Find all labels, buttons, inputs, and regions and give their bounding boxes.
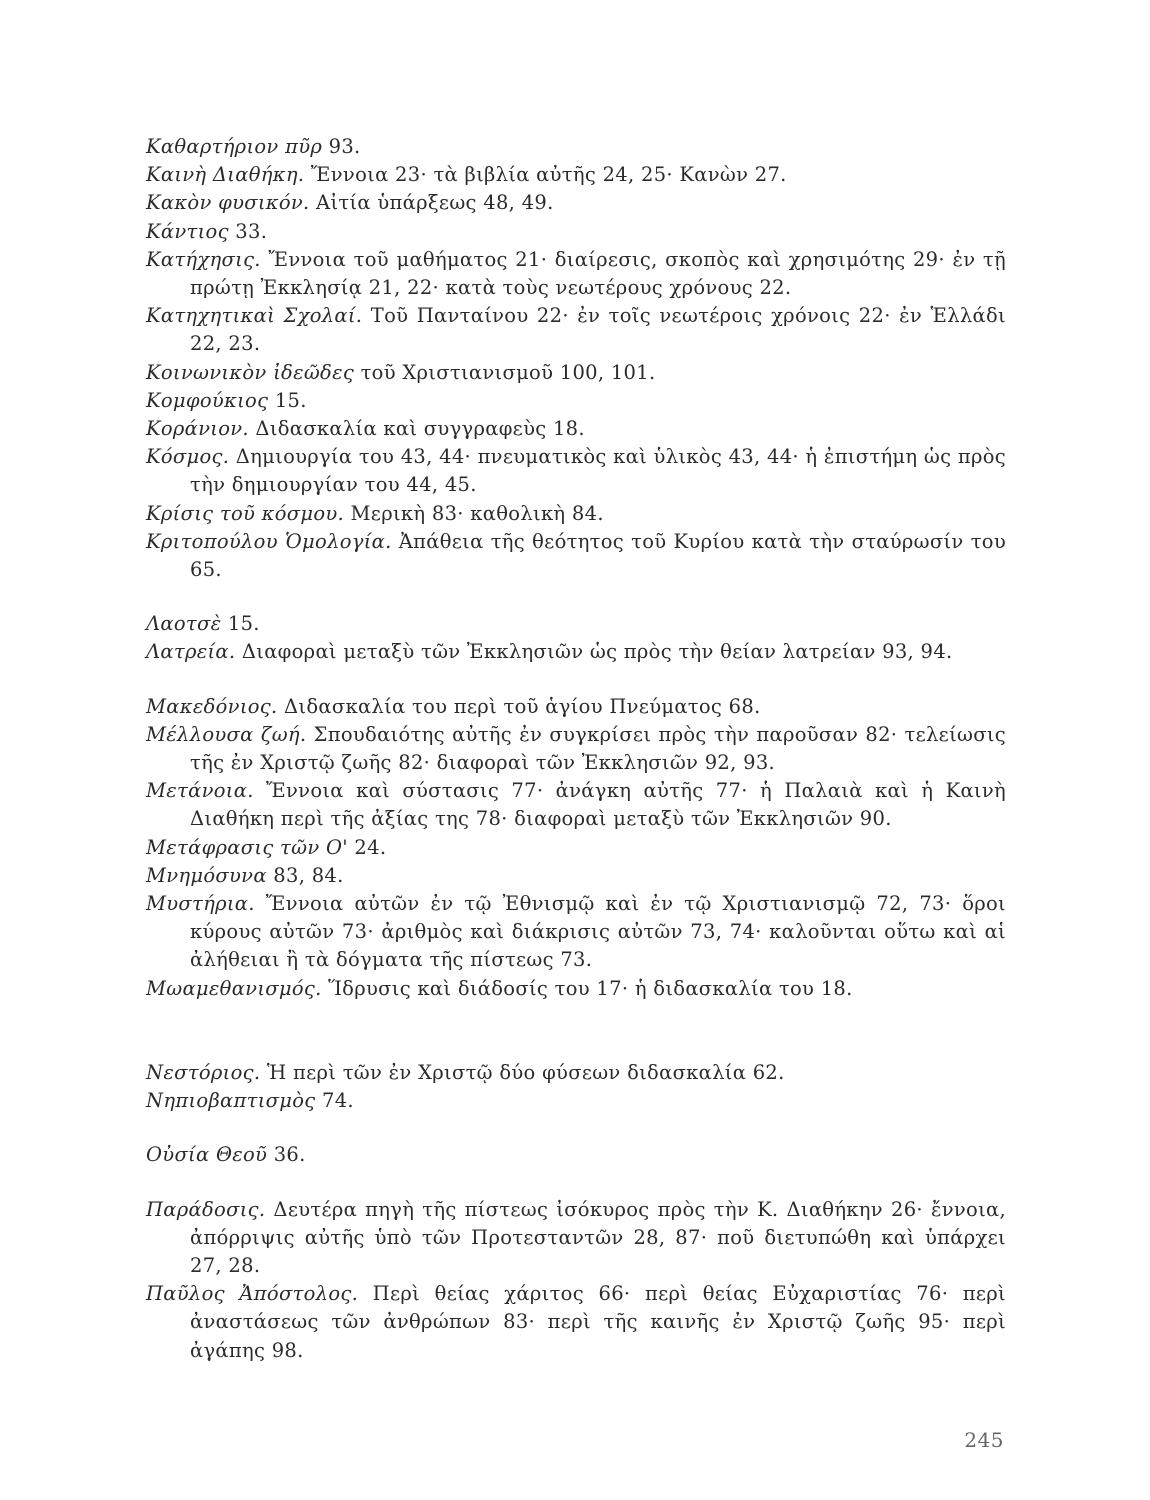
- index-entry: [146, 638, 1006, 666]
- index-entry: [146, 610, 1006, 638]
- index-entry: [146, 133, 1006, 161]
- index-references: τοῦ Χριστιανισμοῦ 100, 101.: [354, 360, 656, 384]
- letter-group-gap: [146, 667, 1006, 693]
- index-term: Μετάφρασις τῶν Ο': [146, 835, 348, 859]
- index-entry: [146, 1280, 1006, 1365]
- index-entry: [146, 1059, 1006, 1087]
- index-term: Παράδοσις.: [146, 1197, 266, 1221]
- index-entry: [146, 443, 1006, 499]
- index-references: Δημιουργία του 43, 44· πνευματικὸς καὶ ὑλικὸς 43, 44· ἡ ἐπιστήμη ὡς πρὸς τὴν δημιουργίαν του 44, 45.: [190, 445, 1006, 497]
- index-term: Κριτοπούλου Ὁμολογία.: [146, 529, 392, 553]
- index-references: Αἰτία ὑπάρξεως 48, 49.: [309, 191, 554, 215]
- index-term: Μωαμεθανισμός.: [146, 976, 322, 1000]
- index-references: Διαφοραὶ μεταξὺ τῶν Ἐκκλησιῶν ὡς πρὸς τὴν θείαν λατρείαν 93, 94.: [235, 640, 953, 664]
- index-entry: [146, 415, 1006, 443]
- index-entry: [146, 302, 1006, 358]
- index-references: 15.: [268, 388, 307, 412]
- index-term: Μακεδόνιος.: [146, 694, 278, 718]
- index-entry: [146, 189, 1006, 217]
- index-term: Παῦλος Ἀπόστολος.: [146, 1282, 359, 1306]
- index-term: Κακὸν φυσικόν.: [146, 191, 310, 215]
- index-term: Λατρεία.: [146, 640, 236, 664]
- index-entry: [146, 528, 1006, 584]
- index-entry: [146, 1141, 1006, 1169]
- index-references: Διδασκαλία καὶ συγγραφεὺς 18.: [248, 417, 585, 441]
- index-entry: [146, 834, 1006, 862]
- index-term: Μνημόσυνα: [146, 863, 267, 887]
- index-entry: [146, 721, 1006, 777]
- index-references: Ἡ περὶ τῶν ἐν Χριστῷ δύο φύσεων διδασκαλία 62.: [260, 1060, 785, 1084]
- letter-group-gap: [146, 1170, 1006, 1196]
- index-entry: [146, 359, 1006, 387]
- index-references: 15.: [221, 612, 260, 636]
- index-references: Διδασκαλία του περὶ τοῦ ἁγίου Πνεύματος 68.: [277, 694, 761, 718]
- index-references: Ἀπάθεια τῆς θεότητος τοῦ Κυρίου κατὰ τὴν σταύρωσίν του 65.: [190, 529, 1006, 582]
- index-references: Ἵδρυσις καὶ διάδοσίς του 17· ἡ διδασκαλία του 18.: [321, 976, 853, 1000]
- index-entry: [146, 161, 1006, 189]
- index-references: Περὶ θείας χάριτος 66· περὶ θείας Εὐχαριστίας 76· περὶ ἀναστάσεως τῶν ἀνθρώπων 83· περὶ τῆς καινῆς ἐν Χριστῷ ζωῆς 95· περὶ ἀγάπης 98.: [190, 1282, 1006, 1362]
- index-entry: [146, 1087, 1006, 1115]
- index-references: Δευτέρα πηγὴ τῆς πίστεως ἰσόκυρος πρὸς τὴν Κ. Διαθήκην 26· ἔννοια, ἀπόρριψις αὐτῆς ὑπὸ τῶν Προτεσταντῶν 28, 87· ποῦ διετυπώθη καὶ ὑπάρχει 27, 28.: [190, 1197, 1006, 1277]
- index-references: Σπουδαιότης αὐτῆς ἐν συγκρίσει πρὸς τὴν παροῦσαν 82· τελείωσις τῆς ἐν Χριστῷ ζωῆς 82· διαφοραὶ τῶν Ἐκκλησιῶν 92, 93.: [190, 722, 1007, 775]
- letter-group-gap: [146, 584, 1006, 610]
- index-references: Ἔννοια τοῦ μαθήματος 21· διαίρεσις, σκοπὸς καὶ χρησιμότης 29· ἐν τῇ πρώτῃ Ἐκκλησίᾳ 21, 22· κατὰ τοὺς νεωτέρους χρόνους 22.: [190, 247, 1006, 300]
- index-term: Κόσμος.: [146, 445, 230, 469]
- index-term: Μυστήρια.: [146, 892, 255, 916]
- index-term: Κοινωνικὸν ἰδεῶδες: [146, 360, 355, 384]
- letter-group-gap: [146, 1115, 1006, 1141]
- index-term: Καινὴ Διαθήκη.: [146, 163, 305, 187]
- index-references: Ἔννοια 23· τὰ βιβλία αὐτῆς 24, 25· Κανὼν 27.: [304, 163, 787, 187]
- index-entry: [146, 890, 1006, 975]
- index-entry: [146, 862, 1006, 890]
- index-term: Καθαρτήριον πῦρ: [146, 135, 323, 158]
- index-term: Κατηχητικαὶ Σχολαί.: [146, 304, 363, 328]
- index-term: Κάντιος: [146, 219, 229, 243]
- index-entry: [146, 975, 1006, 1003]
- index-references: Ἔννοια αὐτῶν ἐν τῷ Ἐθνισμῷ καὶ ἐν τῷ Χριστιανισμῷ 72, 73· ὅροι κύρους αὐτῶν 73· ἀριθμὸς καὶ διάκρισις αὐτῶν 73, 74· καλοῦνται οὕτω καὶ αἱ ἀλήθειαι ἢ τὰ δόγματα τῆς πίστεως 73.: [190, 892, 1006, 972]
- letter-group-gap: [146, 1003, 1006, 1059]
- index-references: Μερικὴ 83· καθολικὴ 84.: [344, 501, 604, 525]
- index-entry: [146, 777, 1006, 833]
- subject-index: [146, 133, 1006, 1365]
- index-term: Κατήχησις.: [146, 247, 261, 271]
- index-references: 33.: [228, 219, 268, 243]
- index-term: Οὐσία Θεοῦ: [146, 1143, 268, 1167]
- index-entry: [146, 693, 1006, 721]
- index-references: 83, 84.: [266, 863, 344, 887]
- page-number: 245: [964, 1428, 1004, 1452]
- index-term: Κομφούκιος: [146, 388, 269, 412]
- index-term: Λαοτσὲ: [146, 612, 222, 636]
- index-references: 74.: [315, 1089, 354, 1113]
- index-references: 93.: [322, 135, 361, 158]
- index-references: Ἔννοια καὶ σύστασις 77· ἀνάγκη αὐτῆς 77· ἡ Παλαιὰ καὶ ἡ Καινὴ Διαθήκη περὶ τῆς ἀξίας της 78· διαφοραὶ μεταξὺ τῶν Ἐκκλησιῶν 90.: [190, 779, 1006, 831]
- index-term: Μέλλουσα ζωή.: [146, 722, 307, 746]
- index-term: Μετάνοια.: [146, 779, 254, 803]
- index-entry: [146, 387, 1006, 415]
- index-entry: [146, 500, 1006, 528]
- index-entry: [146, 246, 1006, 302]
- index-references: Τοῦ Πανταίνου 22· ἐν τοῖς νεωτέροις χρόνοις 22· ἐν Ἑλλάδι 22, 23.: [190, 304, 1006, 356]
- index-references: 36.: [267, 1143, 306, 1167]
- index-references: 24.: [347, 835, 387, 859]
- index-term: Νεστόριος.: [146, 1060, 261, 1084]
- index-term: Νηπιοβαπτισμὸς: [146, 1089, 316, 1113]
- index-term: Κοράνιον.: [146, 417, 249, 441]
- index-term: Κρίσις τοῦ κόσμου.: [146, 501, 345, 525]
- index-entry: [146, 1196, 1006, 1281]
- index-entry: [146, 218, 1006, 246]
